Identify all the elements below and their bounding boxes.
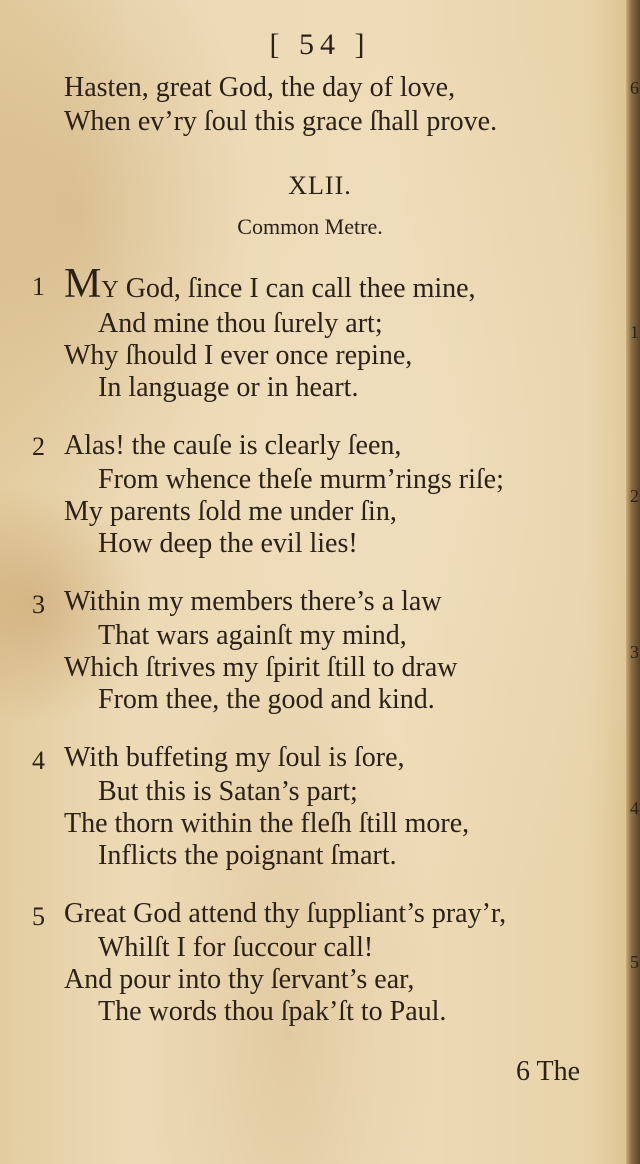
verse-line: From whence theſe murm’rings riſe; (98, 464, 504, 495)
verse-line: In language or in heart. (98, 372, 359, 403)
verse-number: 5 (32, 902, 45, 931)
verse-line: And mine thou ſurely art; (98, 308, 383, 339)
edge-mark: 2 (630, 486, 639, 506)
drop-cap-rest: Y (101, 277, 119, 303)
verse-line: Why ſhould I ever once repine, (64, 340, 413, 371)
continuation-line: When ev’ry ſoul this grace ſhall prove. (64, 106, 498, 137)
verse-line: But this is Satan’s part; (98, 776, 358, 807)
verse-line: The words thou ſpak’ſt to Paul. (98, 996, 447, 1027)
verse-line: The thorn within the fleſh ſtill more, (64, 808, 470, 839)
catchword: 6 The (516, 1056, 581, 1087)
verse-line: Great God attend thy ſuppliant’s pray’r, (64, 898, 507, 929)
edge-mark: 6 (630, 78, 639, 98)
verse-line: How deep the evil lies! (98, 528, 358, 559)
verse-line: Inflicts the poignant ſmart. (98, 840, 397, 871)
page-number: [ 54 ] (269, 28, 371, 61)
verse-line: From thee, the good and kind. (98, 684, 435, 715)
verse-line: And pour into thy ſervant’s ear, (64, 964, 415, 995)
verse-line (64, 261, 476, 307)
edge-mark: 1 (630, 322, 639, 342)
verse-line: Alas! the cauſe is clearly ſeen, (64, 430, 402, 461)
verse-line: With buffeting my ſoul is ſore, (64, 742, 405, 773)
hymn-meter: Common Metre. (237, 214, 383, 239)
verse-line: Which ſtrives my ſpirit ſtill to draw (64, 652, 458, 683)
verse-number: 3 (32, 590, 45, 619)
first-line-rest: God, ſince I can call thee mine, (125, 273, 476, 304)
drop-cap: M (64, 261, 102, 307)
edge-mark: 4 (630, 798, 639, 818)
edge-mark: 5 (630, 952, 639, 972)
continuation-line: Hasten, great God, the day of love, (64, 72, 456, 103)
hymn-title: XLII. (288, 171, 352, 200)
verse-line: My parents ſold me under ſin, (64, 496, 397, 527)
verse-line: That wars againſt my mind, (98, 620, 407, 651)
verse-number: 1 (32, 272, 45, 301)
verse-line: Within my members there’s a law (64, 586, 442, 617)
verse-number: 4 (32, 746, 45, 775)
edge-mark: 3 (630, 642, 639, 662)
verse-line: Whilſt I for ſuccour call! (98, 932, 374, 963)
verse-number: 2 (32, 432, 45, 461)
